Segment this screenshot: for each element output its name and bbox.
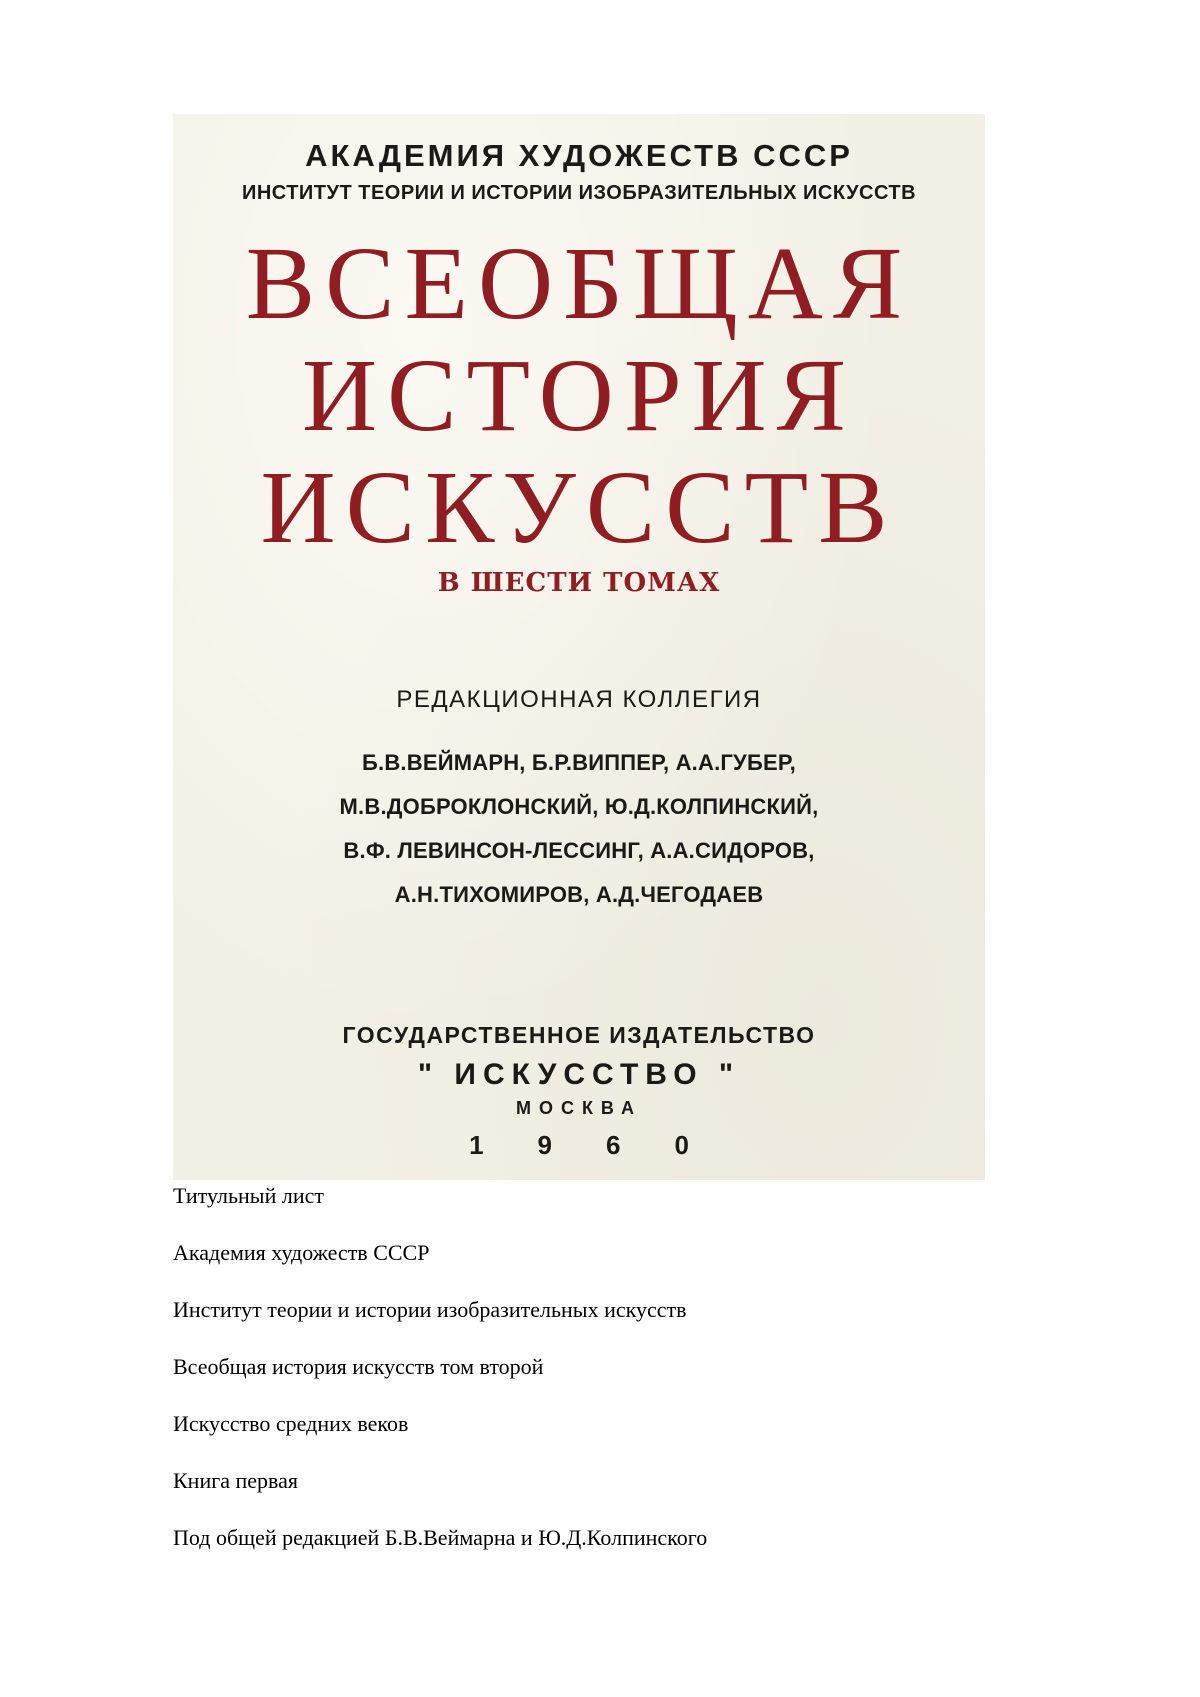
book-title-line-1: ВСЕОБЩАЯ [245, 226, 913, 341]
editorial-board-names-4: А.Н.ТИХОМИРОВ, А.Д.ЧЕГОДАЕВ [394, 882, 764, 907]
text-line: Под общей редакцией Б.В.Веймарна и Ю.Д.Колпинского [173, 1525, 708, 1550]
institute-name: ИНСТИТУТ ТЕОРИИ И ИСТОРИИ ИЗОБРАЗИТЕЛЬНЫХ ИСКУССТВ [241, 182, 917, 204]
academy-name: АКАДЕМИЯ ХУДОЖЕСТВ СССР [305, 138, 853, 173]
text-line: Титульный лист [173, 1183, 324, 1208]
book-title-line-3: ИСКУССТВ [260, 450, 898, 565]
editorial-board-names-2: М.В.ДОБРОКЛОНСКИЙ, Ю.Д.КОЛПИНСКИЙ, [339, 794, 819, 819]
title-page-scan [173, 114, 985, 1180]
text-line: Всеобщая история искусств том второй [173, 1354, 544, 1379]
publisher-name: ГОСУДАРСТВЕННОЕ ИЗДАТЕЛЬСТВО [342, 1022, 816, 1048]
editorial-board-names-3: В.Ф. ЛЕВИНСОН-ЛЕССИНГ, А.А.СИДОРОВ, [343, 838, 815, 863]
text-line: Институт теории и истории изобразительных искусств [173, 1297, 687, 1322]
book-title-line-2: ИСТОРИЯ [301, 338, 857, 453]
editorial-board-names-1: Б.В.ВЕЙМАРН, Б.Р.ВИППЕР, А.А.ГУБЕР, [362, 750, 796, 775]
publication-city: МОСКВА [515, 1098, 643, 1118]
volumes-note: В ШЕСТИ ТОМАХ [437, 568, 721, 598]
text-line: Академия художеств СССР [173, 1240, 430, 1265]
publication-year: 1960 [469, 1130, 743, 1160]
text-line: Искусство средних веков [173, 1411, 409, 1436]
editorial-board-heading: РЕДАКЦИОННАЯ КОЛЛЕГИЯ [396, 686, 762, 713]
text-line: Книга первая [173, 1468, 299, 1493]
publisher-imprint: " ИСКУССТВО " [417, 1058, 741, 1091]
